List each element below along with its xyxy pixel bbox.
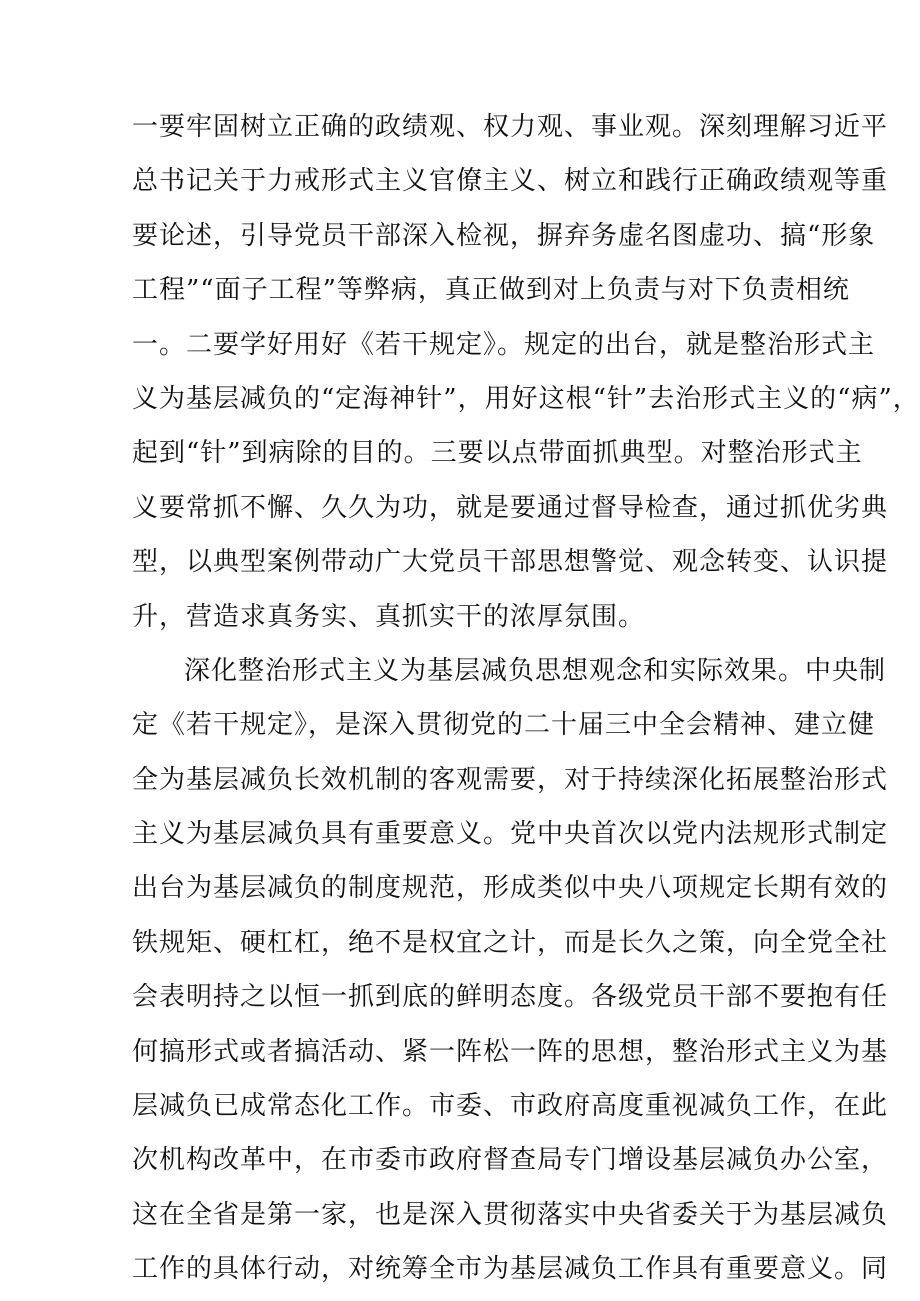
text-line: 层减负已成常态化工作。市委、市政府高度重视减负工作，在此 [132,1091,889,1122]
text-line: 升，营造求真务实、真抓实干的浓厚氛围。 [132,601,646,632]
text-line: 全为基层减负长效机制的客观需要，对于持续深化拓展整治形式 [132,764,889,795]
text-line: 要论述，引导党员干部深入检视，摒弃务虚名图虚功、搞“形象 [132,220,876,251]
text-line: 一要牢固树立正确的政绩观、权力观、事业观。深刻理解习近平 [132,112,889,142]
text-line: 义要常抓不懈、久久为功，就是要通过督导检查，通过抓优劣典 [132,492,889,523]
text-line: 铁规矩、硬杠杠，绝不是权宜之计，而是长久之策，向全党全社 [132,927,889,958]
document-body [132,100,920,1297]
text-line: 出台为基层减负的制度规范，形成类似中央八项规定长期有效的 [132,873,889,904]
text-line: 工作的具体行动，对统筹全市为基层减负工作具有重要意义。同 [132,1254,889,1285]
text-line: 起到“针”到病除的目的。三要以点带面抓典型。对整治形式主 [132,438,863,469]
text-line: 一。二要学好用好《若干规定》。规定的出台，就是整治形式主 [132,329,876,360]
text-line: 主义为基层减负具有重要意义。党中央首次以党内法规形式制定 [132,819,889,850]
text-line: 型，以典型案例带动广大党员干部思想警觉、观念转变、认识提 [132,547,889,578]
text-line: 何搞形式或者搞活动、紧一阵松一阵的思想，整治形式主义为基 [132,1036,889,1067]
text-line: 次机构改革中，在市委市政府督查局专门增设基层减负办公室， [132,1145,889,1176]
text-line: 义为基层减负的“定海神针”，用好这根“针”去治形式主义的“病”， [132,383,920,414]
text-line: 会表明持之以恒一抓到底的鲜明态度。各级党员干部不要抱有任 [132,982,889,1013]
text-line: 总书记关于力戒形式主义官僚主义、树立和践行正确政绩观等重 [132,166,889,197]
text-line: 定《若干规定》，是深入贯彻党的二十届三中全会精神、建立健 [132,710,876,741]
text-line: 这在全省是第一家，也是深入贯彻落实中央省委关于为基层减负 [132,1199,889,1230]
text-line: 工程”“面子工程”等弊病，真正做到对上负责与对下负责相统 [132,275,850,306]
paragraph-first-line: 深化整治形式主义为基层减负思想观念和实际效果。中央制 [184,655,887,686]
